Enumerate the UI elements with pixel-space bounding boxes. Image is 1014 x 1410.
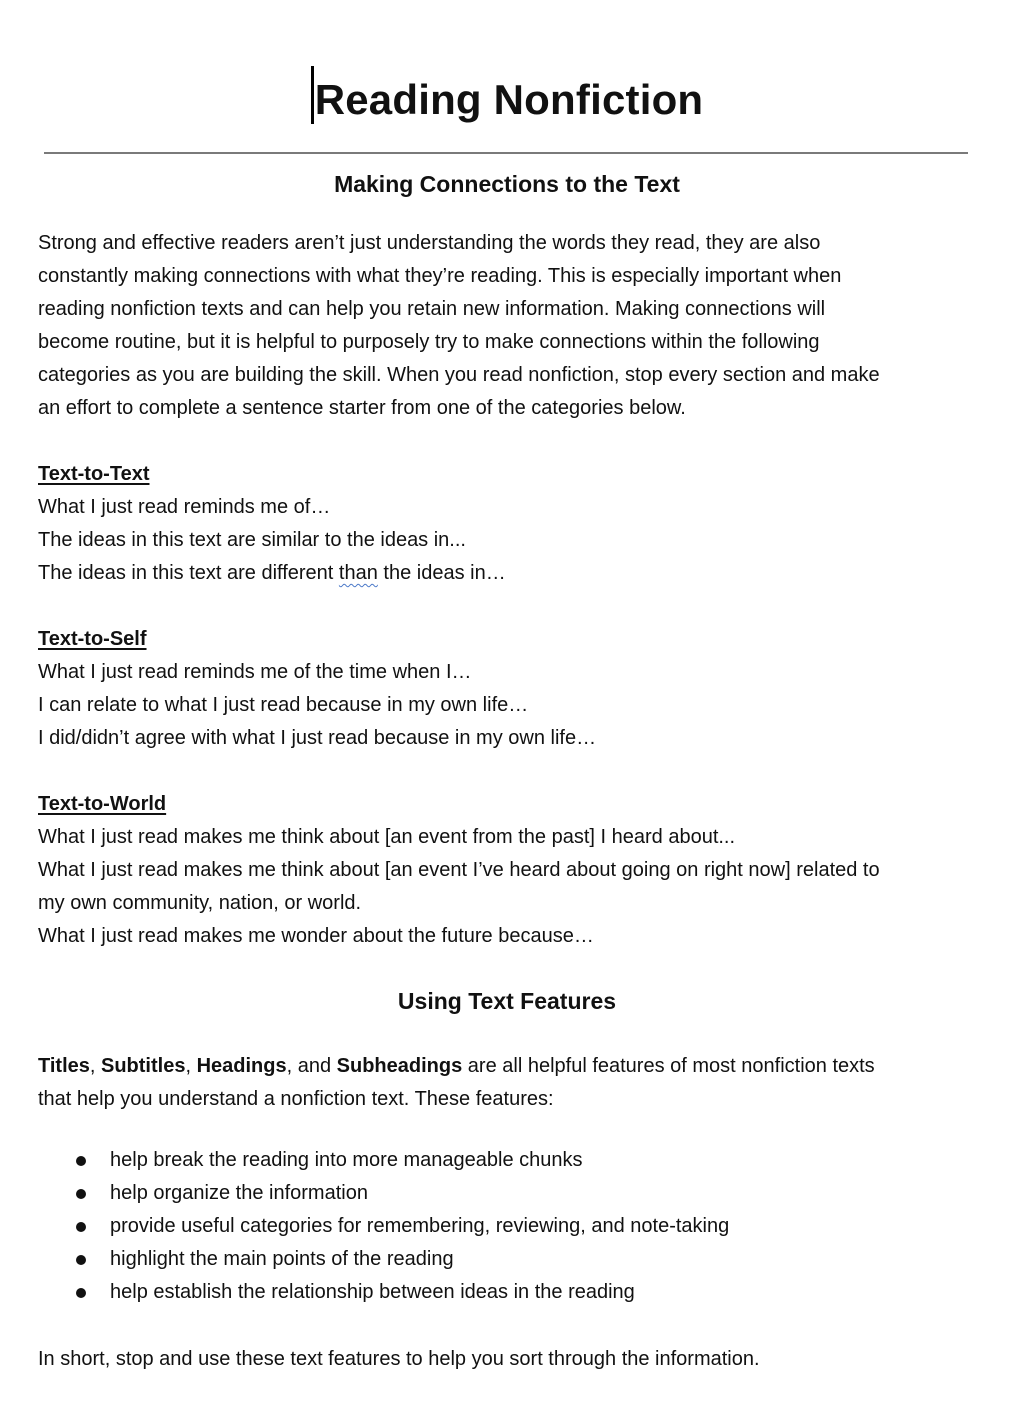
list-item-text: highlight the main points of the reading [110, 1248, 454, 1270]
intro-paragraph[interactable] [38, 227, 978, 425]
text-to-world-starter: What I just read makes me think about [an event from the past] I heard about... [38, 826, 736, 848]
separator: , [185, 1055, 197, 1077]
term-subtitles: Subtitles [101, 1055, 186, 1077]
separator: , [89, 1055, 101, 1077]
bullet-icon [76, 1189, 86, 1199]
list-item-text: help establish the relationship between ideas in the reading [110, 1281, 635, 1303]
text-to-text-heading: Text-to-Text [38, 463, 150, 485]
intro-rest: are all helpful features of most nonfiction texts [462, 1055, 875, 1077]
text-to-self-starter: I can relate to what I just read because in my own life… [38, 694, 529, 716]
list-item [72, 1177, 972, 1210]
text-to-self-starter: What I just read reminds me of the time when I… [38, 661, 472, 683]
list-item-text: help organize the information [110, 1182, 368, 1204]
list-item [72, 1210, 972, 1243]
text-to-text-starter: The ideas in this text are similar to the ideas in... [38, 529, 466, 551]
closing-paragraph[interactable] [38, 1343, 978, 1376]
list-item [72, 1243, 972, 1276]
term-subheadings: Subheadings [336, 1055, 463, 1077]
horizontal-rule [44, 152, 968, 154]
bullet-icon [76, 1288, 86, 1298]
intro-line: constantly making connections with what they’re reading. This is especially important when [38, 265, 842, 287]
text-to-world-group[interactable] [38, 788, 978, 953]
text-to-self-heading: Text-to-Self [38, 628, 147, 650]
starter-text: the ideas in… [377, 562, 506, 584]
term-titles: Titles [38, 1055, 90, 1077]
text-to-text-group[interactable] [38, 458, 978, 590]
text-to-text-starter [38, 557, 978, 590]
bullet-icon [76, 1222, 86, 1232]
list-item-text: help break the reading into more manageable chunks [110, 1149, 583, 1171]
text-to-self-group[interactable] [38, 623, 978, 755]
section-heading-text-features[interactable]: Using Text Features [397, 988, 617, 1014]
intro-line: become routine, but it is helpful to purposely try to make connections within the following [38, 331, 820, 353]
text-to-world-starter: my own community, nation, or world. [38, 892, 362, 914]
document-title-text[interactable]: Reading Nonfiction [314, 76, 704, 123]
starter-text: The ideas in this text are different [38, 562, 339, 584]
list-item [72, 1276, 972, 1309]
text-cursor [311, 66, 314, 124]
closing-line: In short, stop and use these text features to help you sort through the information. [38, 1348, 760, 1370]
intro-line: Strong and effective readers aren’t just understanding the words they read, they are also [38, 232, 821, 254]
spellcheck-flagged-word[interactable]: than [338, 562, 378, 584]
term-headings: Headings [196, 1055, 287, 1077]
text-features-intro[interactable] [38, 1050, 978, 1116]
bullet-icon [76, 1255, 86, 1265]
intro-line: an effort to complete a sentence starter from one of the categories below. [38, 397, 686, 419]
bullet-icon [76, 1156, 86, 1166]
text-to-self-starter: I did/didn’t agree with what I just read because in my own life… [38, 727, 597, 749]
separator: , and [286, 1055, 337, 1077]
text-features-intro-line [38, 1050, 978, 1083]
section-heading-making-connections[interactable]: Making Connections to the Text [334, 171, 680, 197]
list-item [72, 1144, 972, 1177]
text-to-world-starter: What I just read makes me wonder about the future because… [38, 925, 594, 947]
text-to-world-starter: What I just read makes me think about [an event I’ve heard about going on right now] related to [38, 859, 880, 881]
intro-line: categories as you are building the skill. When you read nonfiction, stop every section and make [38, 364, 880, 386]
text-to-world-heading: Text-to-World [38, 793, 167, 815]
text-features-intro-line: that help you understand a nonfiction text. These features: [38, 1088, 554, 1110]
intro-line: reading nonfiction texts and can help you retain new information. Making connections will [38, 298, 826, 320]
text-to-text-starter: What I just read reminds me of… [38, 496, 331, 518]
text-features-list[interactable] [72, 1144, 972, 1309]
list-item-text: provide useful categories for remembering, reviewing, and note-taking [110, 1215, 730, 1237]
document-title[interactable] [0, 66, 1014, 130]
